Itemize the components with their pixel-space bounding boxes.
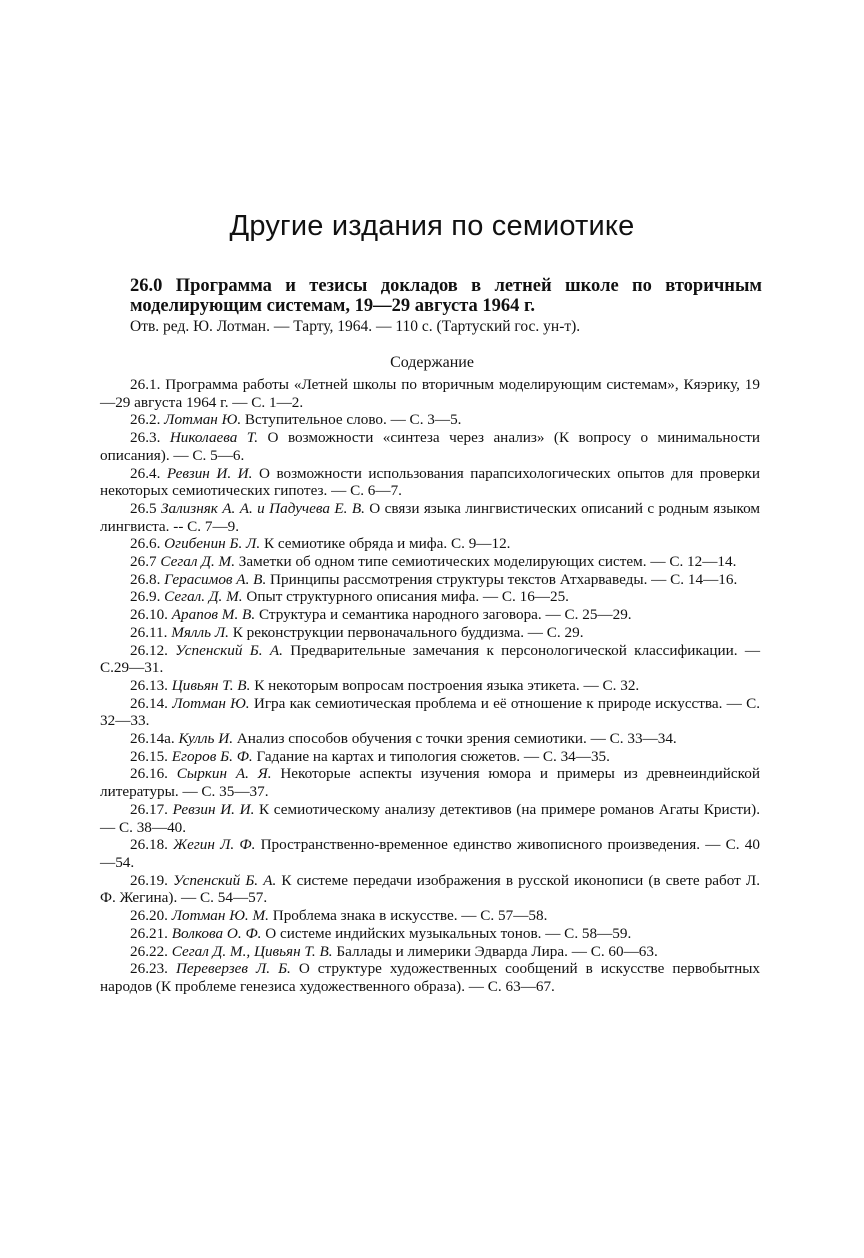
section-heading: 26.0 Программа и тезисы докладов в летней школе по вторичным моделирующим системам, 19—29 августа 1964 г. <box>130 276 762 316</box>
entry-number: 26.20. <box>130 907 168 925</box>
list-item <box>100 801 760 836</box>
entry-author: Ревзин И. И. <box>166 464 253 482</box>
list-item <box>100 553 760 571</box>
list-item <box>100 429 760 464</box>
entry-author: Жегин Л. Ф. <box>173 836 256 854</box>
entry-text: Некоторые аспекты изучения юмора и примеры из древнеиндийской литературы. — С. 35—37. <box>100 765 760 801</box>
entry-number: 26.5 <box>130 499 157 517</box>
list-item <box>100 836 760 871</box>
entry-author: Герасимов А. В. <box>164 570 267 588</box>
entry-text: К семиотике обряда и мифа. С. 9—12. <box>263 535 511 553</box>
entry-author: Переверзев Л. Б. <box>175 960 291 978</box>
list-item <box>100 925 760 943</box>
entry-number: 26.3. <box>130 429 161 447</box>
entry-number: 26.14. <box>130 694 168 712</box>
entry-text: К системе передачи изображения в русской иконописи (в свете работ Л. Ф. Жегина). — С. 54—57. <box>100 871 761 907</box>
entry-author: Ревзин И. И. <box>172 800 255 818</box>
entry-text: Программа работы «Летней школы по вторичным моделирующим системам», Кяэрику, 19—29 августа 1964 г. — С. 1—2. <box>100 376 760 411</box>
entry-author: Сегал Д. М., Цивьян Т. В. <box>171 942 333 960</box>
entry-number: 26.2. <box>130 411 161 429</box>
list-item <box>100 765 760 800</box>
list-item <box>100 907 760 925</box>
entry-number: 26.23. <box>130 960 168 978</box>
list-item <box>100 943 760 961</box>
entry-author: Успенский Б. А. <box>175 641 283 659</box>
entry-author: Сегал. Д. М. <box>164 588 243 606</box>
list-item <box>100 677 760 695</box>
entry-text: Проблема знака в искусстве. — С. 57—58. <box>272 907 548 925</box>
list-item <box>100 642 760 677</box>
list-item <box>100 535 760 553</box>
entry-author: Сыркин А. Я. <box>176 765 272 783</box>
list-item <box>100 411 760 429</box>
list-item <box>100 588 760 606</box>
entry-number: 26.10. <box>130 606 168 624</box>
entry-text: О системе индийских музыкальных тонов. — С. 58—59. <box>265 924 632 942</box>
entry-author: Лотман Ю. <box>172 694 250 712</box>
list-item <box>100 960 760 995</box>
entry-number: 26.12. <box>130 641 168 659</box>
entry-number: 26.17. <box>130 800 168 818</box>
entry-author: Николаева Т. <box>169 429 259 447</box>
entry-text: Баллады и лимерики Эдварда Лира. — С. 60—63. <box>336 942 658 960</box>
entry-text: К реконструкции первоначального буддизма. — С. 29. <box>232 623 584 641</box>
entry-author: Лотман Ю. М. <box>171 907 269 925</box>
list-item <box>100 376 760 411</box>
publication-info: Отв. ред. Ю. Лотман. — Тарту, 1964. — 110 с. (Тартуский гос. ун-т). <box>130 318 581 335</box>
list-item <box>100 624 760 642</box>
list-item <box>100 500 760 535</box>
contents-list <box>100 376 760 996</box>
page-title: Другие издания по семиотике <box>229 210 635 242</box>
entry-text: О возможности использования парапсихологических опытов для проверки некоторых семиотических гипотез. — С. 6—7. <box>100 464 761 500</box>
entry-author: Арапов М. В. <box>171 606 256 624</box>
entry-text: Вступительное слово. — С. 3—5. <box>244 411 462 429</box>
entry-author: Кулль И. <box>178 730 233 748</box>
entry-text: Опыт структурного описания мифа. — С. 16—25. <box>246 588 569 606</box>
entry-text: О возможности «синтеза через анализ» (К вопросу о минимальности описания). — С. 5—6. <box>100 429 761 464</box>
entry-number: 26.13. <box>130 676 168 694</box>
entry-number: 26.18. <box>130 836 168 854</box>
entry-text: О связи языка лингвистических описаний с родным языком лингвиста. -- С. 7—9. <box>100 499 761 535</box>
entry-number: 26.9. <box>130 588 161 606</box>
entry-author: Лотман Ю. <box>164 411 242 429</box>
entry-text: О структуре художественных сообщений в искусстве первобытных народов (К проблеме генезиса художественного образа). — С. 63—67. <box>100 960 760 995</box>
entry-author: Огибенин Б. Л. <box>164 535 261 553</box>
list-item <box>100 606 760 624</box>
entry-number: 26.6. <box>130 535 161 553</box>
entry-number: 26.7 <box>130 553 157 571</box>
entry-number: 26.8. <box>130 570 161 588</box>
list-item <box>100 695 760 730</box>
entry-text: Заметки об одном типе семиотических моделирующих систем. — С. 12—14. <box>238 553 737 571</box>
entry-author: Зализняк А. А. и Падучева Е. В. <box>160 499 365 517</box>
entry-text: Анализ способов обучения с точки зрения семиотики. — С. 33—34. <box>236 730 677 748</box>
entry-number: 26.21. <box>130 924 168 942</box>
entry-text: Предварительные замечания к персонологической классификации. — С.29—31. <box>100 641 761 677</box>
entry-text: К некоторым вопросам построения языка этикета. — С. 32. <box>254 676 640 694</box>
contents-title: Содержание <box>390 354 474 371</box>
entry-author: Мялль Л. <box>171 623 229 641</box>
entry-author: Цивьян Т. В. <box>171 676 251 694</box>
entry-author: Успенский Б. А. <box>173 871 277 889</box>
entry-author: Егоров Б. Ф. <box>171 747 253 765</box>
entry-text: Гадание на картах и типология сюжетов. — С. 34—35. <box>256 747 610 765</box>
entry-author: Сегал Д. М. <box>160 553 235 571</box>
list-item <box>100 730 760 748</box>
list-item <box>100 465 760 500</box>
entry-text: Игра как семиотическая проблема и её отношение к природе искусства. — С. 32—33. <box>100 694 761 730</box>
entry-text: К семиотическому анализу детективов (на примере романов Агаты Кристи). — С. 38—40. <box>100 800 760 836</box>
entry-number: 26.19. <box>130 871 168 889</box>
entry-number: 26.15. <box>130 747 168 765</box>
list-item <box>100 571 760 589</box>
entry-number: 26.4. <box>130 464 161 482</box>
entry-number: 26.14а. <box>130 730 175 748</box>
list-item <box>100 748 760 766</box>
list-item <box>100 872 760 907</box>
entry-number: 26.11. <box>130 623 168 641</box>
entry-text: Пространственно-временное единство живописного произведения. — С. 40—54. <box>100 836 760 871</box>
entry-number: 26.1. <box>130 376 161 393</box>
entry-number: 26.16. <box>130 765 168 783</box>
entry-number: 26.22. <box>130 942 168 960</box>
entry-author: Волкова О. Ф. <box>171 924 262 942</box>
entry-text: Принципы рассмотрения структуры текстов Атхарваведы. — С. 14—16. <box>270 570 738 588</box>
entry-text: Структура и семантика народного заговора. — С. 25—29. <box>258 606 632 624</box>
